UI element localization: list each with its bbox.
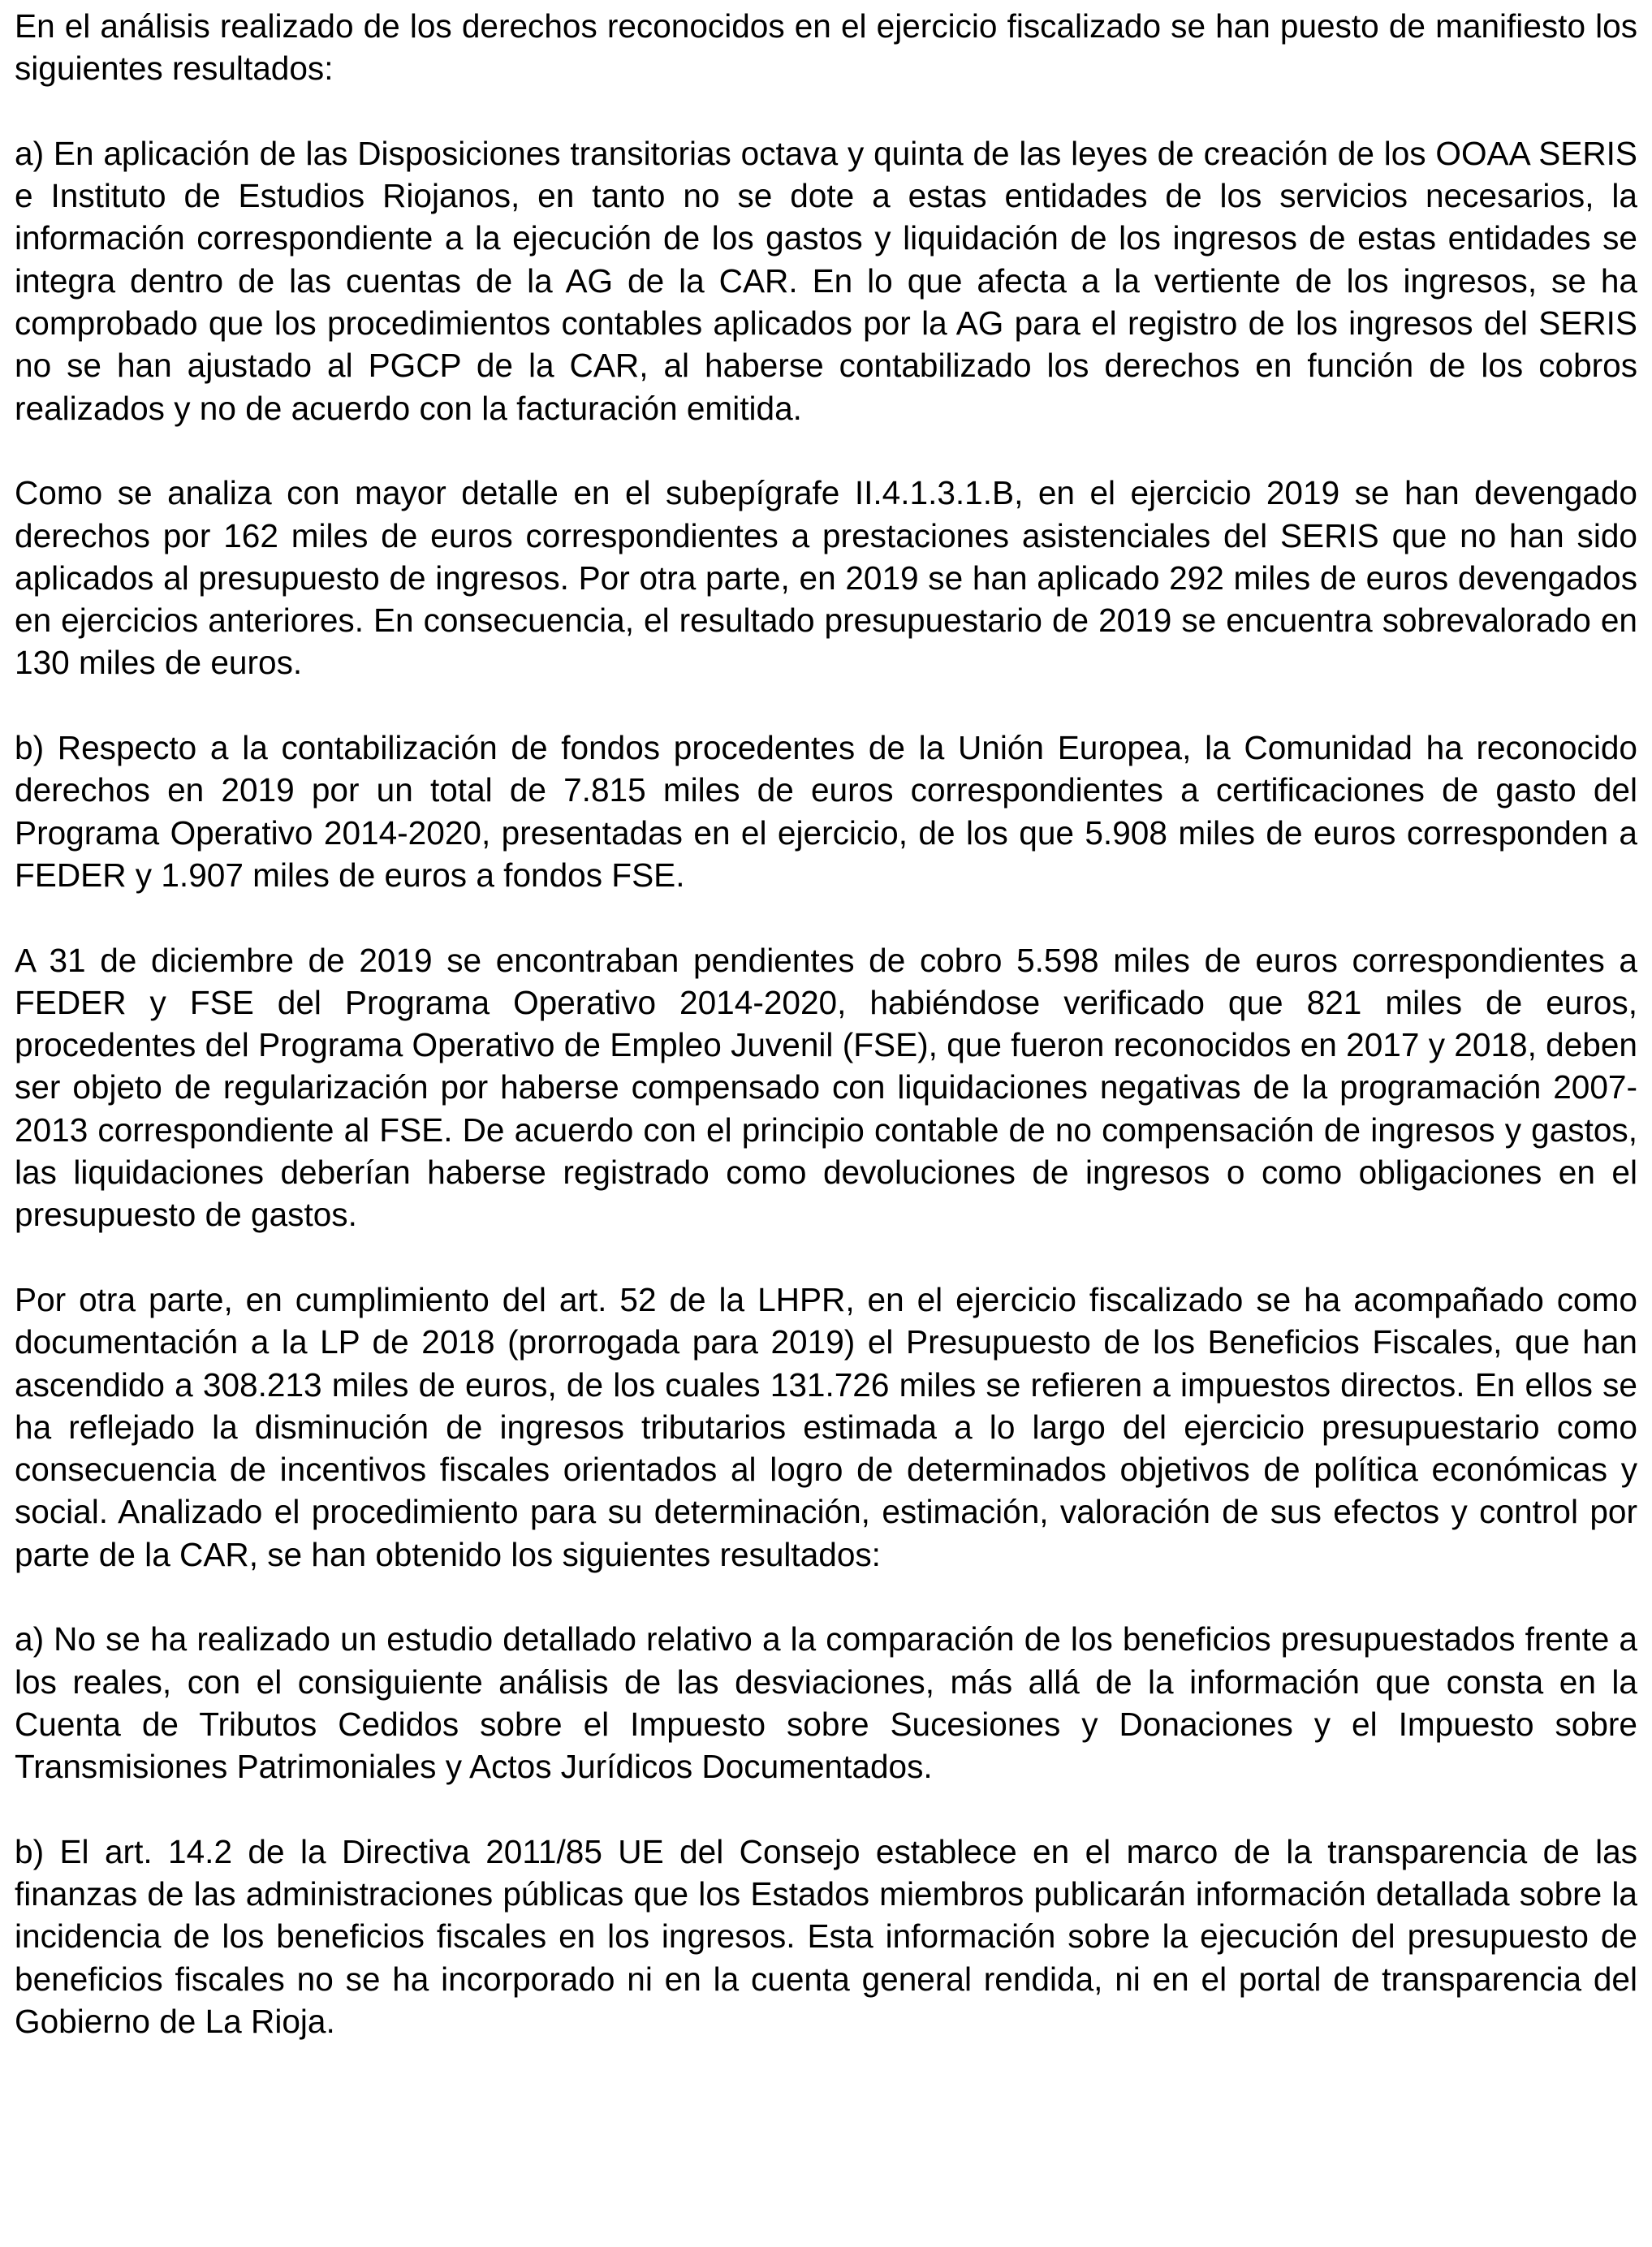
paragraph-benefits-a: a) No se ha realizado un estudio detallado relativo a la comparación de los beneficios presupuestados frente a los reales, con el consiguiente análisis de las desviaciones, más allá de la información que consta en la Cuenta de Tributos Cedidos sobre el Impuesto sobre Sucesiones y Donaciones y el Impuesto sobre Transmisiones Patrimoniales y Actos Jurídicos Documentados. — [15, 1620, 1637, 1786]
paragraph-eu-funds-b: b) Respecto a la contabilización de fondos procedentes de la Unión Europea, la Comunidad ha reconocido derechos en 2019 por un total de 7.815 miles de euros correspondientes a certificaciones de gasto del Programa Operativo 2014-2020, presentadas en el ejercicio, de los que 5.908 miles de euros corresponden a FEDER y 1.907 miles de euros a fondos FSE. — [15, 729, 1637, 894]
paragraph-intro: En el análisis realizado de los derechos reconocidos en el ejercicio fiscalizado se han puesto de manifiesto los siguientes resultados: — [15, 7, 1637, 88]
paragraph-seris-a: a) En aplicación de las Disposiciones transitorias octava y quinta de las leyes de creación de los OOAA SERIS e Instituto de Estudios Riojanos, en tanto no se dote a estas entidades de los servicios necesarios, la información correspondiente a la ejecución de los gastos y liquidación de los ingresos de estas entidades se integra dentro de las cuentas de la AG de la CAR. En lo que afecta a la vertiente de los ingresos, se ha comprobado que los procedimientos contables aplicados por la AG para el registro de los ingresos del SERIS no se han ajustado al PGCP de la CAR, al haberse contabilizado los derechos en función de los cobros realizados y no de acuerdo con la facturación emitida. — [15, 134, 1637, 427]
paragraph-seris-detail: Como se analiza con mayor detalle en el subepígrafe II.4.1.3.1.B, en el ejercicio 2019 se han devengado derechos por 162 miles de euros correspondientes a prestaciones asistenciales del SERIS que no han sido aplicados al presupuesto de ingresos. Por otra parte, en 2019 se han aplicado 292 miles de euros devengados en ejercicios anteriores. En consecuencia, el resultado presupuestario de 2019 se encuentra sobrevalorado en 130 miles de euros. — [15, 474, 1637, 682]
paragraph-benefits-b: b) El art. 14.2 de la Directiva 2011/85 UE del Consejo establece en el marco de la transparencia de las finanzas de las administraciones públicas que los Estados miembros publicarán información detallada sobre la incidencia de los beneficios fiscales en los ingresos. Esta información sobre la ejecución del presupuesto de beneficios fiscales no se ha incorporado ni en la cuenta general rendida, ni en el portal de transparencia del Gobierno de La Rioja. — [15, 1832, 1637, 2040]
paragraph-pending-collection: A 31 de diciembre de 2019 se encontraban pendientes de cobro 5.598 miles de euros correspondientes a FEDER y FSE del Programa Operativo 2014-2020, habiéndose verificado que 821 miles de euros, procedentes del Programa Operativo de Empleo Juvenil (FSE), que fueron reconocidos en 2017 y 2018, deben ser objeto de regularización por haberse compensado con liquidaciones negativas de la programación 2007-2013 correspondiente al FSE. De acuerdo con el principio contable de no compensación de ingresos y gastos, las liquidaciones deberían haberse registrado como devoluciones de ingresos o como obligaciones en el presupuesto de gastos. — [15, 941, 1637, 1234]
document-body — [15, 5, 1637, 2042]
paragraph-tax-benefits: Por otra parte, en cumplimiento del art. 52 de la LHPR, en el ejercicio fiscalizado se ha acompañado como documentación a la LP de 2018 (prorrogada para 2019) el Presupuesto de los Beneficios Fiscales, que han ascendido a 308.213 miles de euros, de los cuales 131.726 miles se refieren a impuestos directos. En ellos se ha reflejado la disminución de ingresos tributarios estimada a lo largo del ejercicio presupuestario como consecuencia de incentivos fiscales orientados al logro de determinados objetivos de política económicas y social. Analizado el procedimiento para su determinación, estimación, valoración de sus efectos y control por parte de la CAR, se han obtenido los siguientes resultados: — [15, 1280, 1637, 1573]
